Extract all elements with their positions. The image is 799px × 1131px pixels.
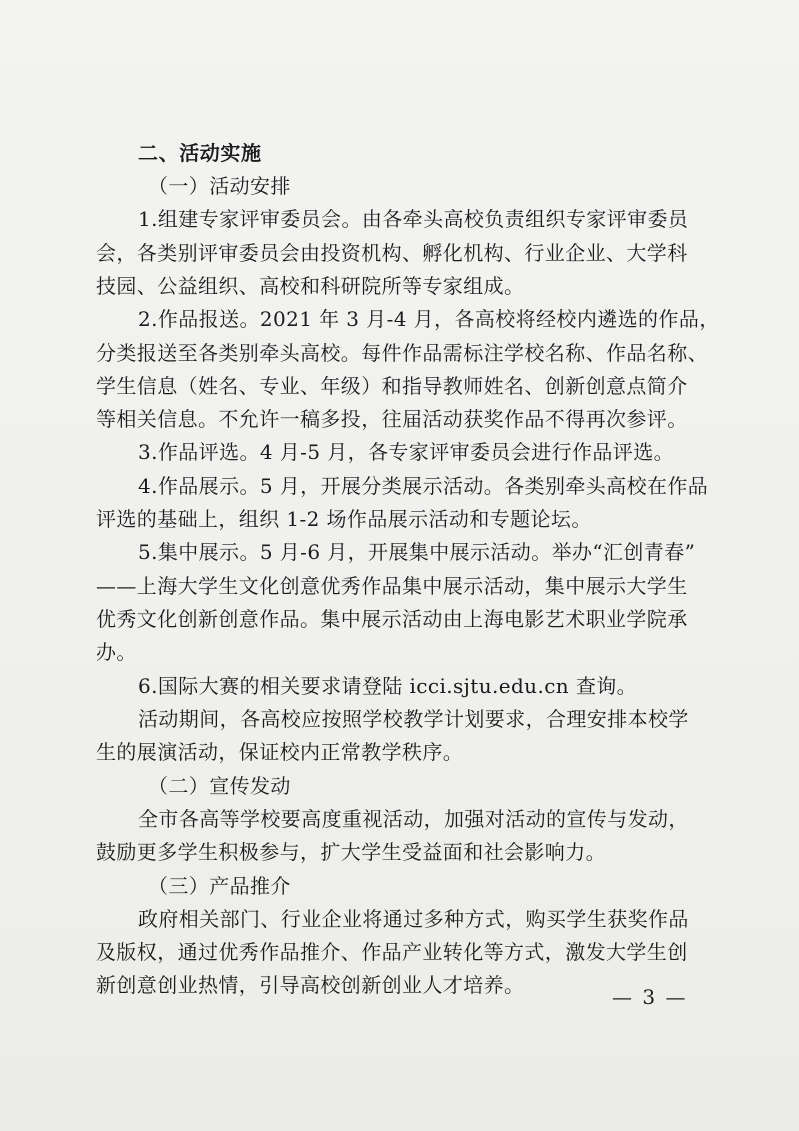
body-line: 6.国际大赛的相关要求请登陆 icci.sjtu.edu.cn 查询。 [138,674,638,698]
body-line: 优秀文化创新创意作品。集中展示活动由上海电影艺术职业学院承 [96,607,688,631]
body-line: 办。 [96,640,137,664]
body-line: 4.作品展示。5 月，开展分类展示活动。各类别牵头高校在作品 [138,474,709,498]
page-number: — 3 — [612,985,688,1009]
body-line: 2.作品报送。2021 年 3 月-4 月，各高校将经校内遴选的作品， [138,307,720,331]
body-line: 分类报送至各类别牵头高校。每件作品需标注学校名称、作品名称、 [96,341,708,365]
subsection-title-publicity: （二）宣传发动 [148,774,291,798]
body-line: 3.作品评选。4 月-5 月，各专家评审委员会进行作品评选。 [138,440,675,464]
section-title: 二、活动实施 [138,141,262,165]
body-line: 鼓励更多学生积极参与，扩大学生受益面和社会影响力。 [96,840,606,864]
body-line: 评选的基础上，组织 1-2 场作品展示活动和专题论坛。 [96,507,592,531]
body-line: 等相关信息。不允许一稿多投，往届活动获奖作品不得再次参评。 [96,407,688,431]
body-line: 生的展演活动，保证校内正常教学秩序。 [96,740,464,764]
body-line: 全市各高等学校要高度重视活动，加强对活动的宣传与发动， [138,807,689,831]
subsection-title-arrangement: （一）活动安排 [148,174,291,198]
body-line: 新创意创业热情，引导高校创新创业人才培养。 [96,973,525,997]
body-line: 5.集中展示。5 月-6 月，开展集中展示活动。举办“汇创青春” [138,540,696,564]
body-line: ——上海大学生文化创意优秀作品集中展示活动，集中展示大学生 [96,574,688,598]
body-line: 政府相关部门、行业企业将通过多种方式，购买学生获奖作品 [138,907,689,931]
body-line: 1.组建专家评审委员会。由各牵头高校负责组织专家评审委员 [138,207,689,231]
body-line: 活动期间，各高校应按照学校教学计划要求，合理安排本校学 [138,707,689,731]
body-line: 学生信息（姓名、专业、年级）和指导教师姓名、创新创意点简介 [96,374,688,398]
body-line: 会，各类别评审委员会由投资机构、孵化机构、行业企业、大学科 [96,241,688,265]
subsection-title-promotion: （三）产品推介 [148,874,291,898]
body-line: 及版权，通过优秀作品推介、作品产业转化等方式，激发大学生创 [96,940,688,964]
body-line: 技园、公益组织、高校和科研院所等专家组成。 [96,274,525,298]
